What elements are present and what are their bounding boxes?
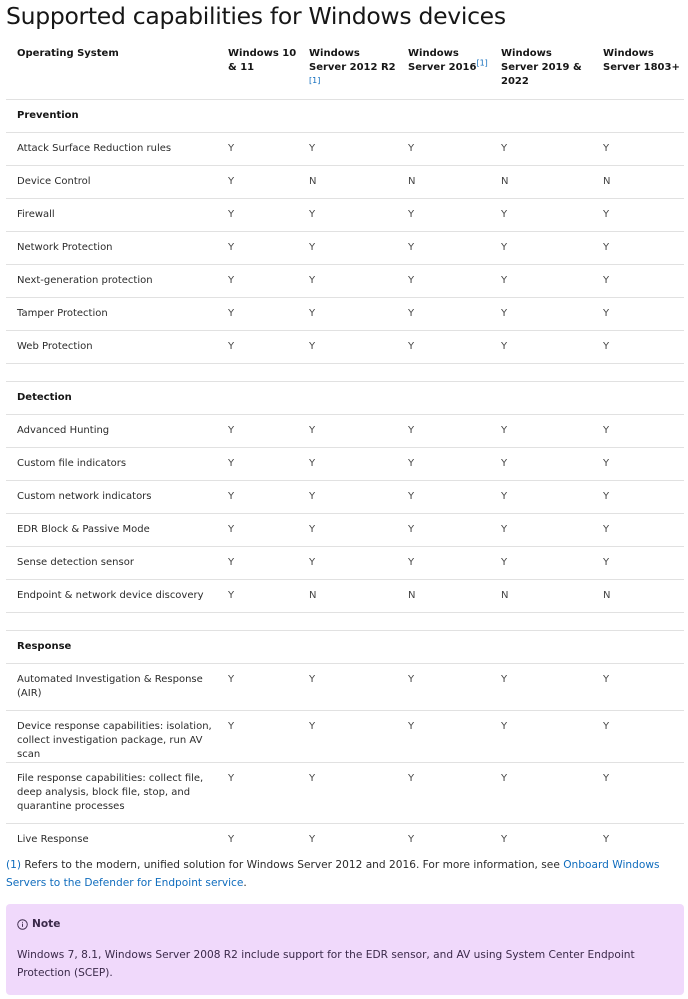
page-title: Supported capabilities for Windows devices [6, 2, 506, 30]
table-row [6, 264, 684, 297]
support-value-cell: Y [217, 546, 298, 579]
capability-label: Sense detection sensor [6, 546, 217, 579]
table-body [6, 99, 684, 854]
support-value-cell: Y [490, 447, 592, 480]
table-row [6, 447, 684, 480]
support-value-cell: Y [592, 198, 684, 231]
support-value-cell: Y [490, 513, 592, 546]
footnote-end: . [243, 877, 247, 889]
capability-label: Custom file indicators [6, 447, 217, 480]
support-value-cell: Y [592, 480, 684, 513]
support-value-cell: Y [490, 414, 592, 447]
support-value-cell: N [592, 579, 684, 612]
section-header-row [6, 381, 684, 414]
support-value-cell: Y [298, 132, 397, 165]
support-value-cell: Y [592, 132, 684, 165]
note-header [17, 916, 673, 932]
table-row [6, 762, 684, 823]
footnote-text: Refers to the modern, unified solution for Windows Server 2012 and 2016. For more information, see [21, 859, 564, 871]
spacer-cell [6, 363, 684, 381]
section-header-row [6, 99, 684, 132]
support-value-cell: Y [592, 414, 684, 447]
capability-label: Tamper Protection [6, 297, 217, 330]
section-spacer [6, 363, 684, 381]
support-value-cell: Y [217, 579, 298, 612]
capability-label: Device Control [6, 165, 217, 198]
capability-label: Advanced Hunting [6, 414, 217, 447]
support-value-cell: Y [298, 762, 397, 823]
header-windows-10-11 [217, 40, 298, 99]
support-value-cell: Y [490, 198, 592, 231]
support-value-cell: Y [298, 447, 397, 480]
header-windows-server-2016 [397, 40, 490, 99]
footnote [6, 856, 682, 892]
support-value-cell: Y [592, 823, 684, 854]
support-value-cell: Y [397, 414, 490, 447]
header-windows-server-2012 [298, 40, 397, 99]
table-row [6, 297, 684, 330]
support-value-cell: Y [217, 414, 298, 447]
capability-label: Automated Investigation & Response (AIR) [6, 663, 217, 710]
section-header-response: Response [6, 630, 684, 663]
support-value-cell: Y [397, 132, 490, 165]
capability-label: Device response capabilities: isolation, collect investigation package, run AV scan [6, 710, 217, 762]
capability-label: Live Response [6, 823, 217, 854]
table-row [6, 823, 684, 854]
support-value-cell: Y [490, 710, 592, 762]
support-value-cell: Y [490, 663, 592, 710]
support-value-cell: Y [592, 264, 684, 297]
header-label: Windows Server 2016 [408, 48, 477, 73]
support-value-cell: N [397, 579, 490, 612]
note-body: Windows 7, 8.1, Windows Server 2008 R2 include support for the EDR sensor, and AV using System Center Endpoint Protection (SCEP). [17, 949, 635, 979]
capability-label: Next-generation protection [6, 264, 217, 297]
support-value-cell: Y [397, 264, 490, 297]
support-value-cell: Y [490, 231, 592, 264]
support-value-cell: Y [217, 513, 298, 546]
support-value-cell: Y [298, 480, 397, 513]
support-value-cell: Y [592, 762, 684, 823]
onboard-windows-servers-link[interactable]: Onboard Windows Servers to the Defender for Endpoint service [6, 859, 660, 889]
support-value-cell: Y [397, 823, 490, 854]
capability-label: Attack Surface Reduction rules [6, 132, 217, 165]
spacer-cell [6, 612, 684, 630]
support-value-cell: Y [592, 447, 684, 480]
table-row [6, 579, 684, 612]
support-value-cell: N [490, 579, 592, 612]
support-value-cell: Y [592, 330, 684, 363]
support-value-cell: Y [217, 198, 298, 231]
support-value-cell: Y [298, 330, 397, 363]
support-value-cell: N [490, 165, 592, 198]
note-title: Note [32, 918, 61, 930]
support-value-cell: Y [217, 823, 298, 854]
header-label: Windows Server 1803+ [603, 48, 680, 73]
support-value-cell: Y [298, 297, 397, 330]
support-value-cell: Y [397, 762, 490, 823]
support-value-cell: Y [217, 710, 298, 762]
support-value-cell: Y [397, 513, 490, 546]
support-value-cell: Y [397, 330, 490, 363]
capabilities-table-container [6, 40, 684, 854]
capability-label: Network Protection [6, 231, 217, 264]
support-value-cell: Y [397, 198, 490, 231]
table-row [6, 710, 684, 762]
section-header-row [6, 630, 684, 663]
support-value-cell: Y [490, 297, 592, 330]
header-windows-server-1803 [592, 40, 684, 99]
support-value-cell: Y [397, 546, 490, 579]
support-value-cell: Y [490, 823, 592, 854]
support-value-cell: Y [490, 546, 592, 579]
support-value-cell: Y [217, 762, 298, 823]
header-windows-server-2019-2022 [490, 40, 592, 99]
section-header-prevention: Prevention [6, 99, 684, 132]
support-value-cell: Y [397, 447, 490, 480]
support-value-cell: Y [397, 663, 490, 710]
capability-label: Endpoint & network device discovery [6, 579, 217, 612]
support-value-cell: Y [397, 480, 490, 513]
support-value-cell: N [298, 165, 397, 198]
support-value-cell: Y [217, 663, 298, 710]
table-row [6, 663, 684, 710]
support-value-cell: Y [490, 762, 592, 823]
support-value-cell: Y [298, 663, 397, 710]
support-value-cell: Y [298, 546, 397, 579]
capability-label: Firewall [6, 198, 217, 231]
support-value-cell: Y [217, 480, 298, 513]
header-operating-system [6, 40, 217, 99]
support-value-cell: Y [298, 231, 397, 264]
support-value-cell: Y [490, 264, 592, 297]
note-callout [6, 904, 684, 995]
support-value-cell: Y [298, 198, 397, 231]
support-value-cell: Y [217, 297, 298, 330]
table-row [6, 513, 684, 546]
info-circle-icon [17, 919, 28, 930]
support-value-cell: Y [592, 710, 684, 762]
support-value-cell: Y [217, 447, 298, 480]
section-header-detection: Detection [6, 381, 684, 414]
footnote-ref-link[interactable]: [1] [476, 58, 488, 68]
table-row [6, 546, 684, 579]
table-row [6, 231, 684, 264]
support-value-cell: Y [397, 231, 490, 264]
support-value-cell: Y [490, 330, 592, 363]
support-value-cell: N [397, 165, 490, 198]
section-spacer [6, 612, 684, 630]
support-value-cell: N [298, 579, 397, 612]
capability-label: Custom network indicators [6, 480, 217, 513]
support-value-cell: Y [592, 663, 684, 710]
support-value-cell: Y [298, 823, 397, 854]
support-value-cell: N [592, 165, 684, 198]
support-value-cell: Y [298, 264, 397, 297]
header-label: Windows Server 2012 R2 [309, 48, 396, 73]
support-value-cell: Y [217, 132, 298, 165]
table-header-row [6, 40, 684, 99]
support-value-cell: Y [298, 710, 397, 762]
support-value-cell: Y [298, 513, 397, 546]
support-value-cell: Y [397, 710, 490, 762]
table-row [6, 414, 684, 447]
capability-label: File response capabilities: collect file, deep analysis, block file, stop, and quarantine processes [6, 762, 217, 823]
header-label: Windows Server 2019 & 2022 [501, 48, 582, 87]
table-row [6, 330, 684, 363]
table-row [6, 198, 684, 231]
footnote-ref-link[interactable]: [1] [309, 76, 321, 85]
support-value-cell: Y [592, 513, 684, 546]
support-value-cell: Y [592, 546, 684, 579]
support-value-cell: Y [217, 264, 298, 297]
support-value-cell: Y [217, 165, 298, 198]
support-value-cell: Y [592, 231, 684, 264]
support-value-cell: Y [217, 330, 298, 363]
header-label: Operating System [17, 48, 119, 59]
table-row [6, 165, 684, 198]
support-value-cell: Y [490, 480, 592, 513]
header-label: Windows 10 & 11 [228, 48, 297, 73]
table-row [6, 132, 684, 165]
footnote-number: (1) [6, 859, 22, 871]
support-value-cell: Y [592, 297, 684, 330]
table-row [6, 480, 684, 513]
support-value-cell: Y [217, 231, 298, 264]
capability-label: EDR Block & Passive Mode [6, 513, 217, 546]
capabilities-table [6, 40, 684, 854]
support-value-cell: Y [397, 297, 490, 330]
support-value-cell: Y [490, 132, 592, 165]
support-value-cell: Y [298, 414, 397, 447]
capability-label: Web Protection [6, 330, 217, 363]
